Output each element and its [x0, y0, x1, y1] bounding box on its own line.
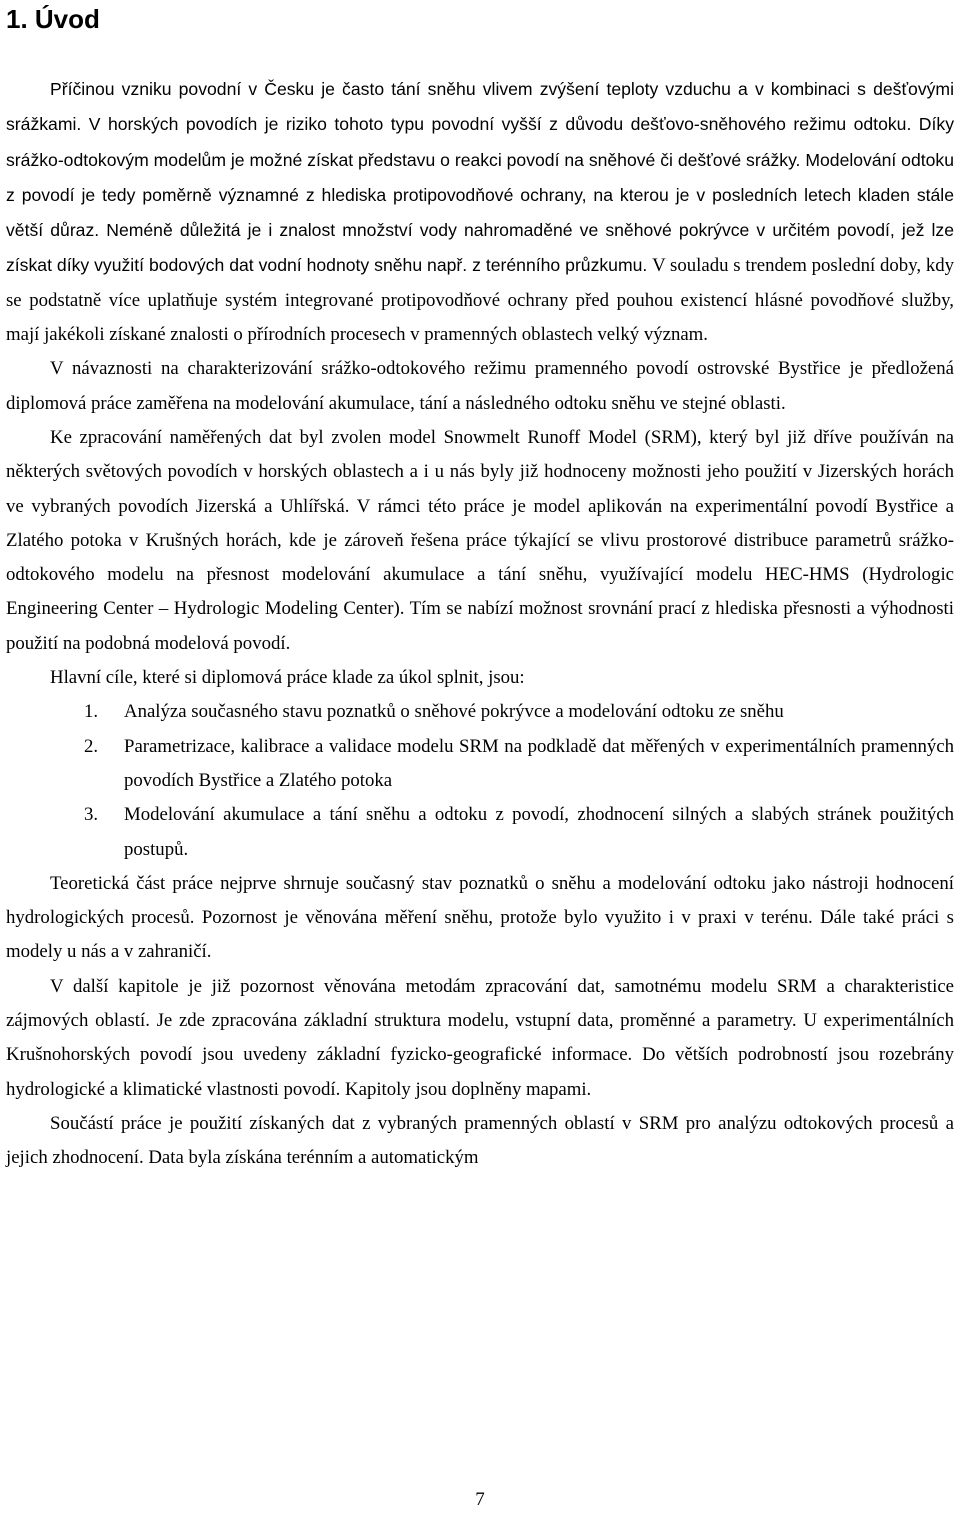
list-item-number: 2. — [84, 735, 99, 757]
list-item-text: Parametrizace, kalibrace a validace modelu SRM na podkladě dat měřených v experimentálních pramenných povodích Bystřice a Zlatého potoka — [124, 735, 954, 791]
paragraph-methods: V další kapitole je již pozornost věnována metodám zpracování dat, samotnému modelu SRM a charakteristice zájmových oblastí. Je zde zpracována základní struktura modelu, vstupní data, proměnné a parametry. U experimentálních Krušnohorských povodí jsou uvedeny základní fyzicko-geografické informace. Do větších podrobností jsou rozebrány hydrologické a klimatické vlastnosti povodí. Kapitoly jsou doplněny mapami. — [6, 975, 954, 1100]
list-item-text: Modelování akumulace a tání sněhu a odtoku z povodí, zhodnocení silných a slabých stránek použitých postupů. — [124, 804, 954, 860]
paragraph-intro-sans-part: Příčinou vzniku povodní v Česku je často tání sněhu vlivem zvýšení teploty vzduchu a v kombinaci s dešťovými srážkami. V horských povodích je riziko tohoto typu povodní vyšší z důvodu dešťovo-sněhového režimu odtoku. Díky srážko-odtokovým modelům je možné získat představu o reakci povodí na sněhové či dešťové srážky. Modelování odtoku z povodí je tedy poměrně významné z hlediska protipovodňové ochrany, na kterou je v posledních letech kladen stále větší důraz. Neméně důležitá je i znalost množství vody nahromaděné ve sněhové pokrývce v určitém povodí, jež lze získat díky využití bodových dat vodní hodnoty sněhu např. z terénního průzkumu. — [6, 79, 955, 276]
page-number: 7 — [475, 1489, 485, 1510]
list-item-number: 1. — [84, 701, 99, 723]
paragraph-analysis: Součástí práce je použití získaných dat z vybraných pramenných oblastí v SRM pro analýzu odtokových procesů a jejich zhodnocení. Data byla získána terénním a automatickým — [6, 1112, 954, 1169]
paragraph-aim: V návaznosti na charakterizování srážko-odtokového režimu pramenného povodí ostrovské Bystřice je předložená diplomová práce zaměřena na modelování akumulace, tání a následného odtoku sněhu ve stejné oblasti. — [6, 358, 954, 414]
list-item-number: 3. — [84, 804, 99, 826]
list-item — [6, 798, 954, 867]
goals-list — [6, 695, 954, 866]
body-text — [6, 72, 954, 1176]
paragraph-model: Ke zpracování naměřených dat byl zvolen model Snowmelt Runoff Model (SRM), který byl již dříve používán na některých světových povodích v horských oblastech a i u nás byly již hodnoceny možnosti jeho použití v Jizerských horách ve vybraných povodích Jizerská a Uhlířská. V rámci této práce je model aplikován na experimentální povodí Bystřice a Zlatého potoka v Krušných horách, kde je zároveň řešena práce týkající se vlivu prostorové distribuce parametrů srážko-odtokového modelu na přesnost modelování akumulace a tání sněhu, využívající modelu HEC-HMS (Hydrologic Engineering Center – Hydrologic Modeling Center). Tím se nabízí možnost srovnání prací z hlediska přesnosti a výhodnosti použití na podobná modelová povodí. — [6, 426, 954, 654]
list-item-text: Analýza současného stavu poznatků o sněhové pokrývce a modelování odtoku ze sněhu — [124, 701, 784, 723]
list-item — [6, 730, 954, 799]
chapter-heading: 1. Úvod — [6, 4, 100, 34]
list-item — [6, 695, 954, 729]
paragraph-intro-serif-part: V souladu s trendem poslední doby, kdy se podstatně více uplatňuje systém integrované protipovodňové ochrany před pouhou existencí hlásné povodňové služby, mají jakékoli získané znalosti o přírodních procesech v pramenných oblastech velký význam. — [6, 255, 954, 346]
paragraph-intro — [6, 72, 954, 352]
paragraph-theory: Teoretická část práce nejprve shrnuje současný stav poznatků o sněhu a modelování odtoku jako nástroji hodnocení hydrologických procesů. Pozornost je věnována měření sněhu, protože bylo využito i v praxi v terénu. Dále také práci s modely u nás a v zahraničí. — [6, 872, 954, 963]
paragraph-goals-intro: Hlavní cíle, které si diplomová práce klade za úkol splnit, jsou: — [50, 667, 525, 689]
